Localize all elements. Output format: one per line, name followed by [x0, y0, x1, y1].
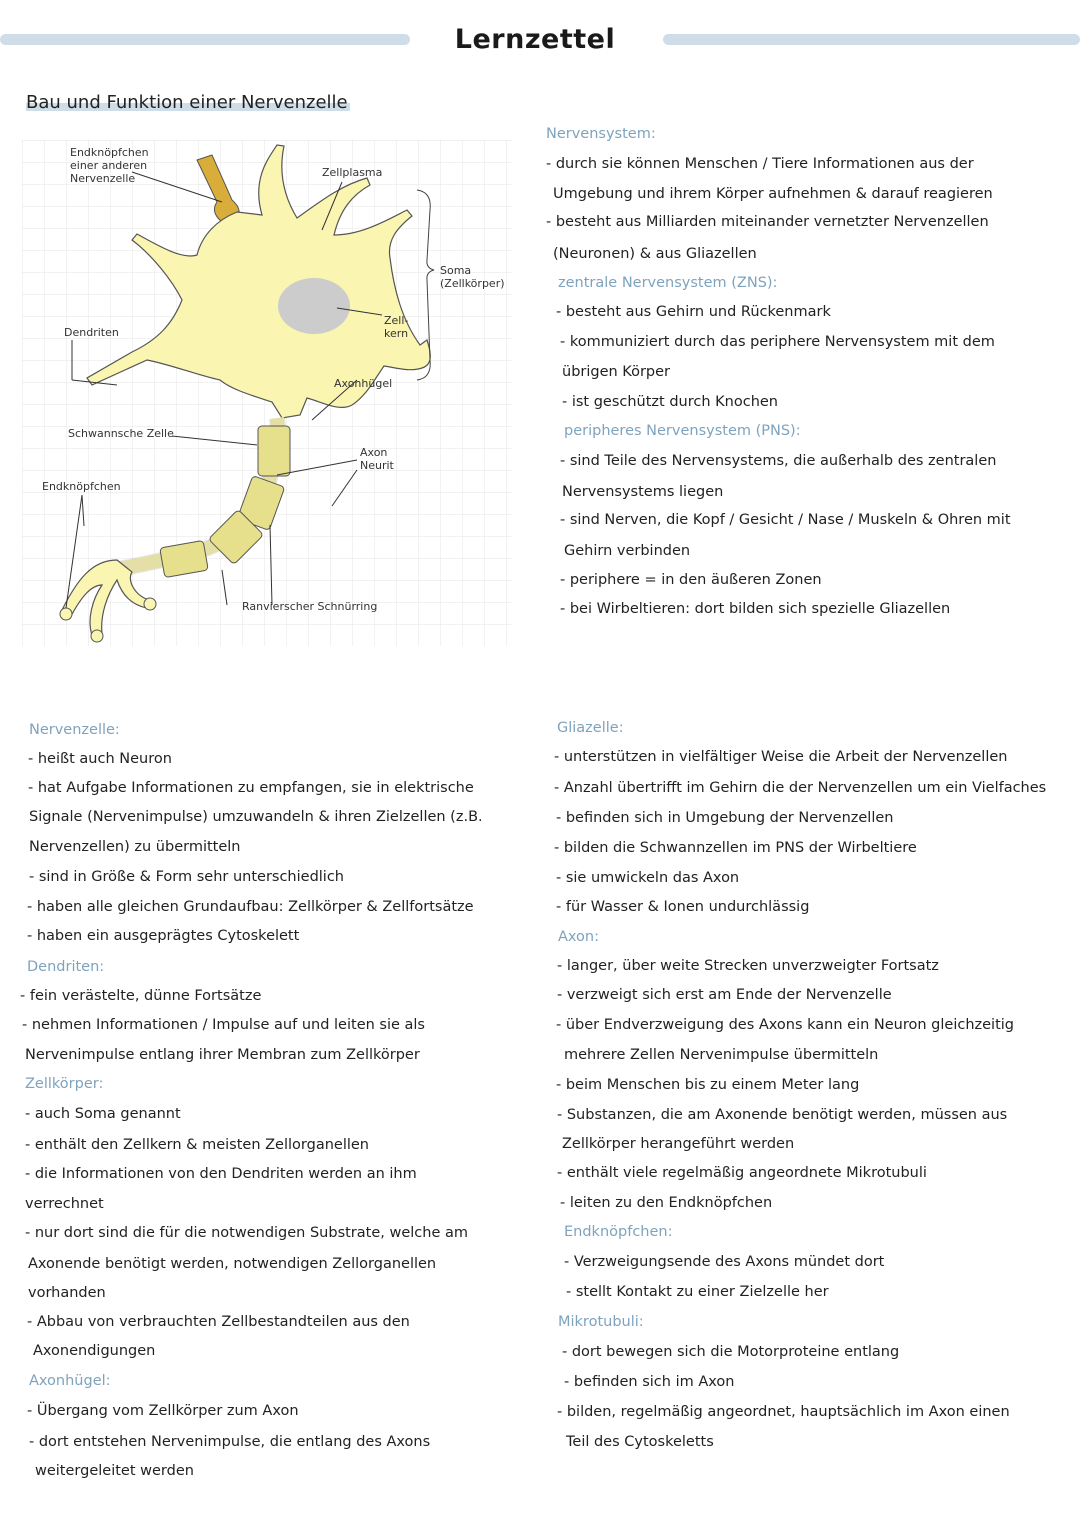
note-line: - besteht aus Gehirn und Rückenmark	[556, 304, 831, 320]
label-axon: Axon	[360, 446, 388, 459]
title-accent-bar-left	[0, 34, 410, 45]
note-line: (Neuronen) & aus Gliazellen	[553, 246, 757, 262]
note-line: - befinden sich in Umgebung der Nervenzellen	[556, 810, 894, 826]
note-line: Teil des Cytoskeletts	[566, 1434, 714, 1450]
note-line: - besteht aus Milliarden miteinander vernetzter Nervenzellen	[546, 214, 989, 230]
page-title: Lernzettel	[454, 24, 616, 55]
note-line: - ist geschützt durch Knochen	[562, 394, 778, 410]
note-line: - sie umwickeln das Axon	[556, 870, 740, 886]
note-line: - kommuniziert durch das periphere Nervensystem mit dem	[560, 334, 995, 350]
note-line: - haben alle gleichen Grundaufbau: Zellkörper & Zellfortsätze	[27, 899, 474, 915]
label-axonhuegel: Axonhügel	[334, 377, 393, 390]
note-line: - nehmen Informationen / Impulse auf und leiten sie als	[22, 1017, 425, 1033]
nucleus-shape	[278, 278, 350, 334]
note-line: vorhanden	[28, 1285, 106, 1301]
note-line: - bei Wirbeltieren: dort bilden sich spezielle Gliazellen	[560, 601, 951, 617]
note-line: - enthält den Zellkern & meisten Zellorganellen	[25, 1137, 369, 1153]
label-ranvier: Ranvierscher Schnürring	[242, 600, 378, 613]
label-endknoepfchen: Endknöpfchen	[42, 480, 121, 493]
note-line: - sind Teile des Nervensystems, die außerhalb des zentralen	[560, 453, 997, 469]
note-heading: Axonhügel:	[29, 1373, 111, 1389]
label-soma: Soma	[440, 264, 472, 277]
note-line: Axonendigungen	[33, 1343, 156, 1359]
note-line: - über Endverzweigung des Axons kann ein Neuron gleichzeitig	[556, 1017, 1014, 1033]
note-line: - Substanzen, die am Axonende benötigt werden, müssen aus	[557, 1107, 1008, 1123]
label-zellkoerper: (Zellkörper)	[440, 277, 505, 290]
note-line: - dort bewegen sich die Motorproteine entlang	[562, 1344, 900, 1360]
note-heading: zentrale Nervensystem (ZNS):	[558, 275, 778, 291]
section-title-text: Bau und Funktion einer Nervenzelle	[26, 92, 348, 113]
note-line: - bilden die Schwannzellen im PNS der Wirbeltiere	[554, 840, 917, 856]
note-line: weitergeleitet werden	[35, 1463, 194, 1479]
note-heading: Zellkörper:	[25, 1076, 104, 1092]
note-line: - Übergang vom Zellkörper zum Axon	[27, 1403, 299, 1419]
terminal-button-2	[91, 630, 103, 642]
title-accent-bar-right	[663, 34, 1080, 45]
note-line: übrigen Körper	[562, 364, 671, 380]
note-line: Umgebung und ihrem Körper aufnehmen & darauf reagieren	[553, 186, 993, 202]
note-line: Zellkörper herangeführt werden	[562, 1136, 795, 1152]
note-line: - sind in Größe & Form sehr unterschiedlich	[29, 869, 344, 885]
note-line: - nur dort sind die für die notwendigen Substrate, welche am	[25, 1225, 468, 1241]
note-line: - periphere = in den äußeren Zonen	[560, 572, 822, 588]
section-title	[26, 92, 348, 113]
note-heading: Nervensystem:	[546, 126, 656, 142]
note-line: - langer, über weite Strecken unverzweigter Fortsatz	[557, 958, 939, 974]
note-line: verrechnet	[25, 1196, 104, 1212]
note-line: - dort entstehen Nervenimpulse, die entlang des Axons	[29, 1434, 431, 1450]
note-line: - bilden, regelmäßig angeordnet, hauptsächlich im Axon einen	[557, 1404, 1010, 1420]
note-heading: Mikrotubuli:	[558, 1314, 644, 1330]
note-line: - Abbau von verbrauchten Zellbestandteilen aus den	[27, 1314, 410, 1330]
note-line: - fein verästelte, dünne Fortsätze	[20, 988, 262, 1004]
note-heading: Dendriten:	[27, 959, 105, 975]
label-zellkern-2: kern	[384, 327, 409, 340]
neuron-svg	[22, 140, 512, 646]
note-line: - Anzahl übertrifft im Gehirn die der Nervenzellen um ein Vielfaches	[554, 780, 1047, 796]
label-endknoepfchen-other-3: Nervenzelle	[70, 172, 136, 185]
note-line: - für Wasser & Ionen undurchlässig	[556, 899, 810, 915]
label-zellplasma: Zellplasma	[322, 166, 383, 179]
note-line: Nervenzellen) zu übermitteln	[29, 839, 241, 855]
note-line: - die Informationen von den Dendriten werden an ihm	[25, 1166, 417, 1182]
note-line: - befinden sich im Axon	[564, 1374, 735, 1390]
note-line: - durch sie können Menschen / Tiere Informationen aus der	[546, 156, 974, 172]
note-line: Signale (Nervenimpulse) umzuwandeln & ihren Zielzellen (z.B.	[29, 809, 483, 825]
label-endknoepfchen-other-1: Endknöpfchen	[70, 146, 149, 159]
note-line: - unterstützen in vielfältiger Weise die Arbeit der Nervenzellen	[554, 749, 1008, 765]
note-line: - stellt Kontakt zu einer Zielzelle her	[566, 1284, 829, 1300]
note-line: Gehirn verbinden	[564, 543, 691, 559]
note-line: - leiten zu den Endknöpfchen	[560, 1195, 773, 1211]
note-line: - auch Soma genannt	[25, 1106, 181, 1122]
terminal-button-3	[144, 598, 156, 610]
note-heading: Gliazelle:	[557, 720, 624, 736]
note-line: mehrere Zellen Nervenimpulse übermitteln	[564, 1047, 879, 1063]
label-zellkern-1: Zell-	[384, 314, 409, 327]
note-line: Axonende benötigt werden, notwendigen Zellorganellen	[28, 1256, 437, 1272]
note-heading: Axon:	[558, 929, 600, 945]
note-line: Nervenimpulse entlang ihrer Membran zum Zellkörper	[25, 1047, 420, 1063]
label-endknoepfchen-other-2: einer anderen	[70, 159, 148, 172]
note-line: - hat Aufgabe Informationen zu empfangen, sie in elektrische	[28, 780, 474, 796]
note-line: - enthält viele regelmäßig angeordnete Mikrotubuli	[557, 1165, 927, 1181]
neuron-diagram	[22, 140, 512, 646]
note-line: - heißt auch Neuron	[28, 751, 172, 767]
note-line: - sind Nerven, die Kopf / Gesicht / Nase / Muskeln & Ohren mit	[560, 512, 1011, 528]
note-heading: Endknöpfchen:	[564, 1224, 673, 1240]
label-schwannsche-zelle: Schwannsche Zelle	[68, 427, 174, 440]
note-line: - haben ein ausgeprägtes Cytoskelett	[27, 928, 300, 944]
note-line: - verzweigt sich erst am Ende der Nervenzelle	[557, 987, 892, 1003]
note-line: - Verzweigungsende des Axons mündet dort	[564, 1254, 885, 1270]
note-heading: peripheres Nervensystem (PNS):	[564, 423, 801, 439]
note-heading: Nervenzelle:	[29, 722, 120, 738]
label-neurit: Neurit	[360, 459, 394, 472]
terminal-button-1	[60, 608, 72, 620]
note-line: - beim Menschen bis zu einem Meter lang	[556, 1077, 860, 1093]
note-line: Nervensystems liegen	[562, 484, 724, 500]
label-dendriten: Dendriten	[64, 326, 119, 339]
